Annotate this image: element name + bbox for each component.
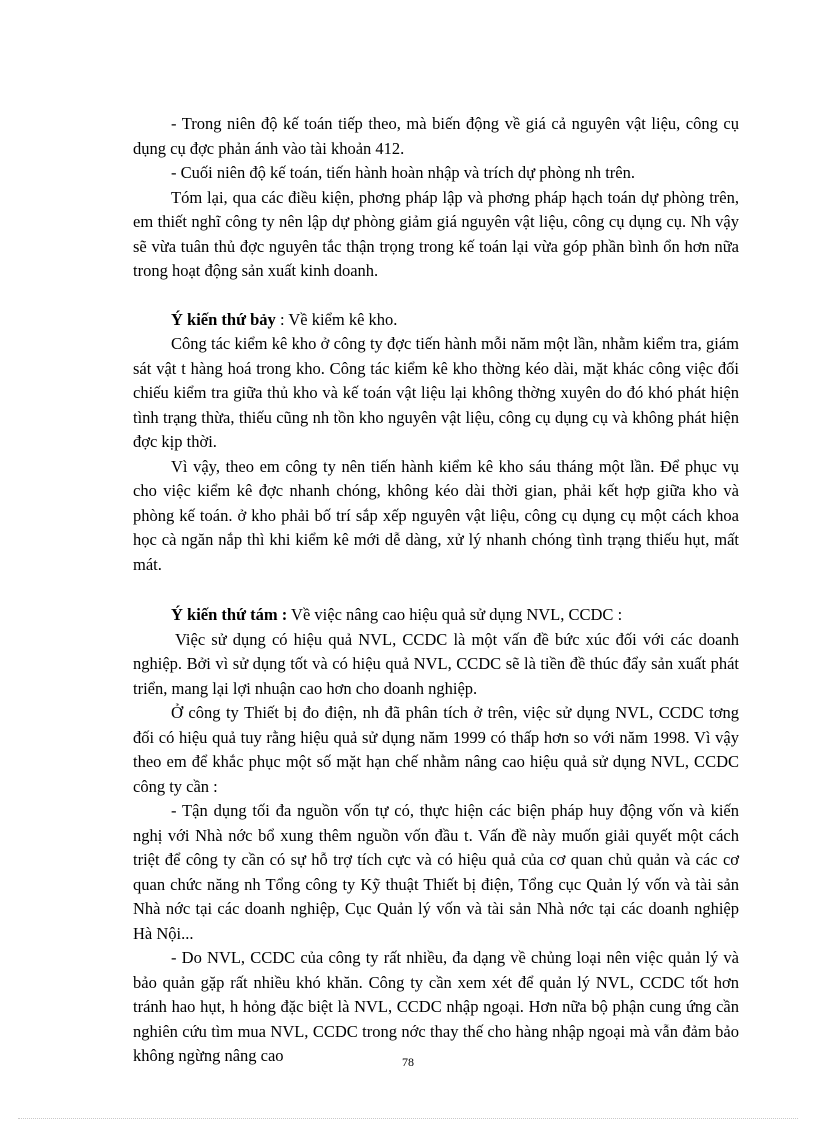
- section-heading-text: Về việc nâng cao hiệu quả sử dụng NVL, CCDC :: [287, 605, 623, 624]
- section-heading-title: Ý kiến thứ bảy: [171, 309, 276, 329]
- section-heading: [133, 308, 739, 333]
- paragraph: Tóm lại, qua các điều kiện, phơng pháp lập và phơng pháp hạch toán dự phòng trên, em thiết nghĩ công ty nên lập dự phòng giảm giá nguyên vật liệu, công cụ dụng cụ. Nh vậy sẽ vừa tuân thủ đợc nguyên tắc thận trọng trong kế toán lại vừa góp phần bình ổn hơn nữa trong hoạt động sản xuất kinh doanh.: [133, 187, 739, 280]
- document-body: [133, 112, 739, 1069]
- paragraph: - Cuối niên độ kế toán, tiến hành hoàn nhập và trích dự phòng nh trên.: [171, 163, 635, 182]
- section-heading-text: : Về kiểm kê kho.: [275, 309, 398, 329]
- bullet-paragraph: - Tận dụng tối đa nguồn vốn tự có, thực hiện các biện pháp huy động vốn và kiến nghị với Nhà nớc bổ xung thêm nguồn vốn đầu t. Vấn đề này muốn giải quyết một cách triệt để công ty cần có sự hỗ trợ tích cực và có hiệu quả của cơ quan chủ quản và các cơ quan chức năng nh Tổng công ty Kỹ thuật Thiết bị điện, Tổng cục Quản lý vốn và tài sản Nhà nớc tại các doanh nghiệp, Cục Quản lý vốn và tài sản Nhà nớc tại các doanh nghiệp Hà Nội...: [133, 801, 739, 943]
- paragraph: Công tác kiểm kê kho ở công ty đợc tiến hành mỗi năm một lần, nhằm kiểm tra, giám sát vật t hàng hoá trong kho. Công tác kiểm kê kho thờng kéo dài, mặt khác công việc đối chiếu kiểm tra giữa thủ kho và kế toán vật liệu lại không thờng xuyên do đó khó phát hiện tình trạng thừa, thiếu cũng nh tồn kho nguyên vật liệu, công cụ dụng cụ và không phát hiện đợc kịp thời.: [133, 334, 739, 451]
- page-bottom-rule: [18, 1118, 798, 1119]
- paragraph: Ở công ty Thiết bị đo điện, nh đã phân tích ở trên, việc sử dụng NVL, CCDC tơng đối có hiệu quả tuy rằng hiệu quả sử dụng năm 1999 có thấp hơn so với năm 1998. Vì vậy theo em để khắc phục một số mặt hạn chế nhằm nâng cao hiệu quả sử dụng NVL, CCDC công ty cần :: [133, 703, 739, 796]
- spacer: [133, 577, 739, 603]
- paragraph: Vì vậy, theo em công ty nên tiến hành kiểm kê kho sáu tháng một lần. Để phục vụ cho việc kiểm kê đợc nhanh chóng, không kéo dài thời gian, phải kết hợp giữa kho và phòng kế toán. ở kho phải bố trí sắp xếp nguyên vật liệu, công cụ dụng cụ một cách khoa học cà ngăn nắp thì khi kiểm kê mới dễ dàng, xử lý nhanh chóng tình trạng thiếu hụt, mất mát.: [133, 456, 739, 574]
- paragraph: - Trong niên độ kế toán tiếp theo, mà biến động về giá cả nguyên vật liệu, công cụ dụng cụ đợc phản ánh vào tài khoản 412.: [133, 114, 739, 158]
- page-number: 78: [402, 1055, 414, 1069]
- spacer: [133, 284, 739, 308]
- section-heading: [133, 603, 739, 628]
- section-heading-title: Ý kiến thứ tám :: [171, 605, 288, 624]
- paragraph: Việc sử dụng có hiệu quả NVL, CCDC là một vấn đề bức xúc đối với các doanh nghiệp. Bởi vì sử dụng tốt và có hiệu quả NVL, CCDC sẽ là tiền đề thúc đẩy sản xuất phát triển, mang lại lợi nhuận cao hơn cho doanh nghiệp.: [133, 629, 739, 698]
- bullet-paragraph: - Do NVL, CCDC của công ty rất nhiều, đa dạng về chủng loại nên việc quản lý và bảo quản gặp rất nhiều khó khăn. Công ty cần xem xét để quản lý NVL, CCDC tốt hơn tránh hao hụt, h hỏng đặc biệt là NVL, CCDC nhập ngoại. Hơn nữa bộ phận cung ứng cần nghiên cứu tìm mua NVL, CCDC trong nớc thay thế cho hàng nhập ngoại mà vẫn đảm bảo không ngừng nâng cao: [133, 948, 739, 1065]
